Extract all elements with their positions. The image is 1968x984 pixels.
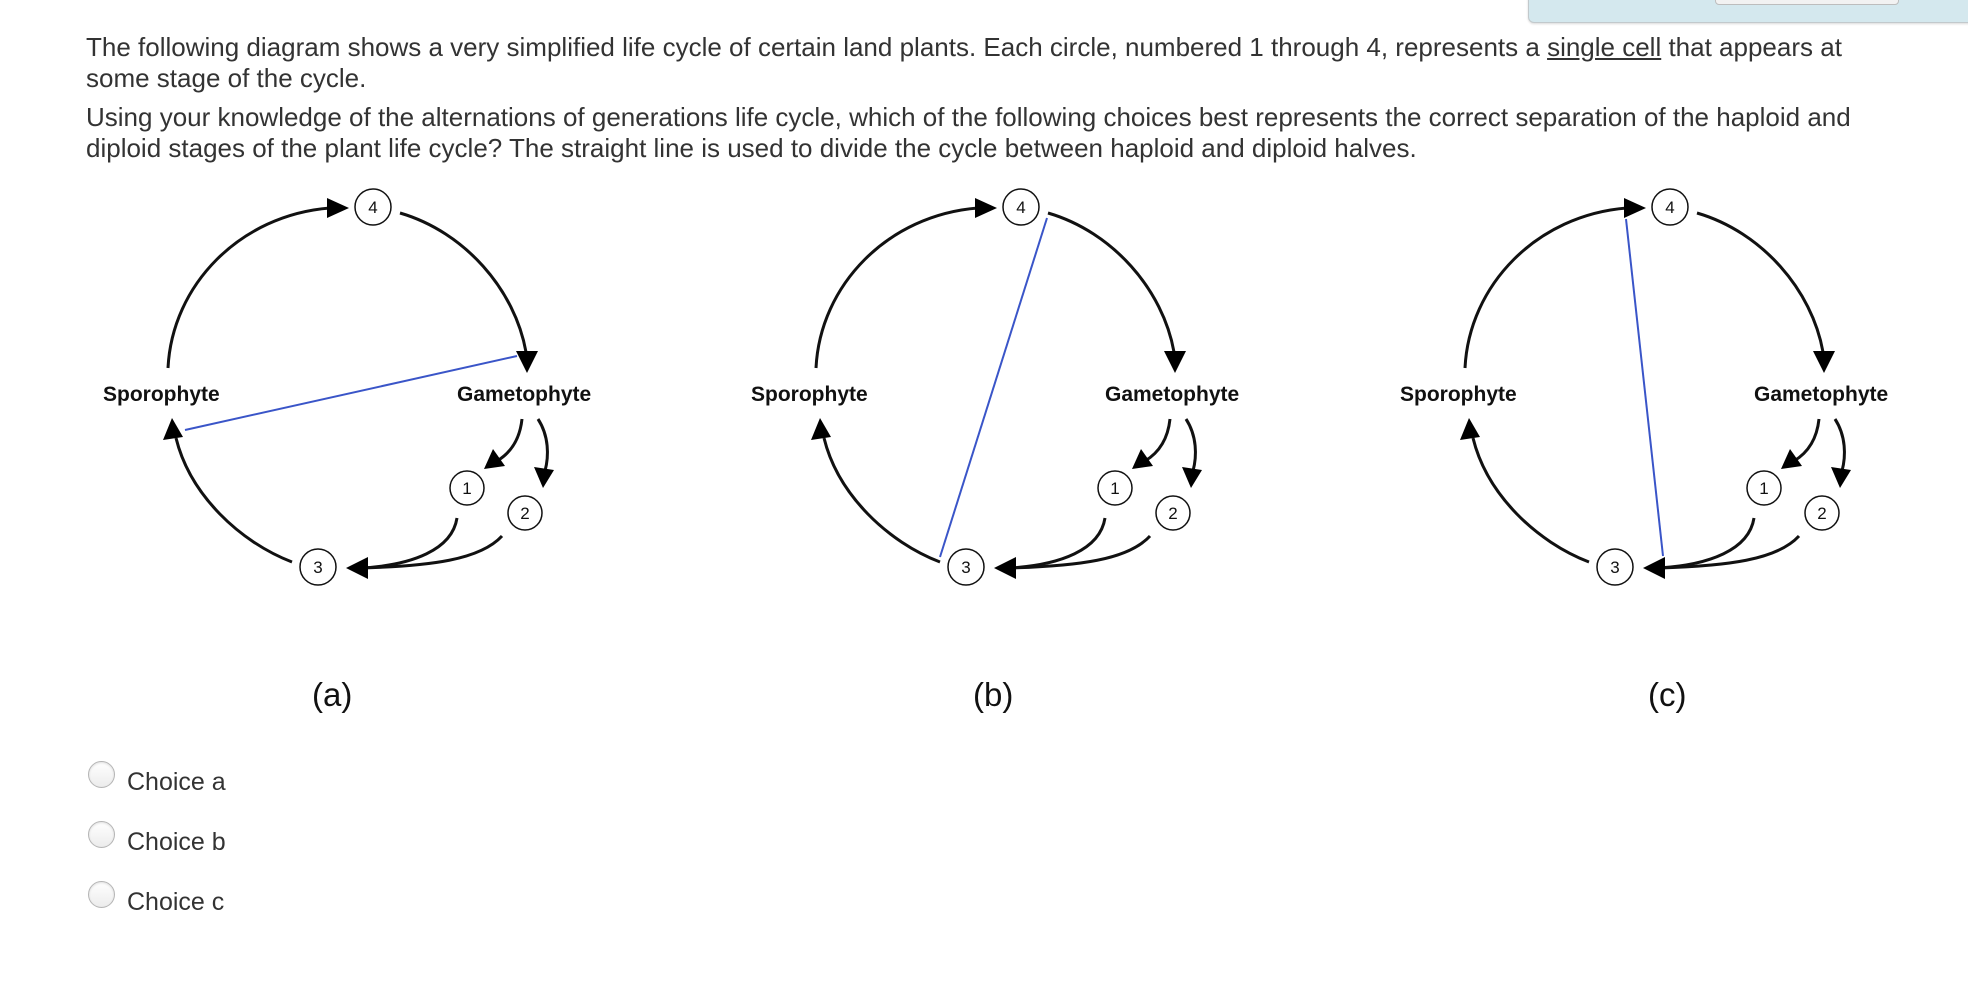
cell-2-label: 2 [1817,504,1827,523]
cell-4-label: 4 [1665,198,1675,217]
cell-1-label: 1 [1759,479,1769,498]
cell-3-label: 3 [313,558,323,577]
panel-label-b: (b) [973,676,1014,713]
choice-c-label[interactable]: Choice c [127,887,225,916]
question-paragraph-2: Using your knowledge of the alternations of generations life cycle, which of the following choices best represents the correct separation of the haploid and diploid stages of the plant life cycle? The straight line is used to divide the cycle between haploid and diploid halves. [86,102,1851,163]
diagram-panel-b [751,189,1239,585]
cell-1-label: 1 [462,479,472,498]
radio-button-c[interactable] [88,881,115,908]
choice-b-label[interactable]: Choice b [127,827,226,856]
choice-a-label[interactable]: Choice a [127,767,226,796]
choice-c[interactable] [88,868,226,928]
cell-3-label: 3 [1610,558,1620,577]
panel-label-a: (a) [312,676,353,713]
cell-1-label: 1 [1110,479,1120,498]
sporophyte-label: Sporophyte [103,383,220,406]
choice-b[interactable] [88,808,226,868]
answer-choices [88,748,226,928]
gametophyte-label: Gametophyte [1105,383,1240,406]
sporophyte-label: Sporophyte [751,383,868,406]
paragraph-1-text: The following diagram shows a very simplified life cycle of certain land plants. Each circle, numbered 1 through 4, represents a [86,32,1548,62]
gametophyte-label: Gametophyte [457,383,592,406]
sporophyte-label: Sporophyte [1400,383,1517,406]
cell-3-label: 3 [961,558,971,577]
cell-4-label: 4 [368,198,378,217]
cell-4-label: 4 [1016,198,1026,217]
radio-button-a[interactable] [88,761,115,788]
radio-button-b[interactable] [88,821,115,848]
panel-label-c: (c) [1648,676,1687,713]
paragraph-1-text-end: that appears at some stage of the cycle. [86,32,1842,93]
diagram-panel-a [103,189,591,585]
divider-line-c [1626,219,1663,556]
emphasis-single-cell: single cell [1547,32,1662,62]
gametophyte-label: Gametophyte [1754,383,1889,406]
cell-2-label: 2 [1168,504,1178,523]
choice-a[interactable] [88,748,226,808]
diagram-panel-c [1400,189,1888,585]
divider-line-b [940,218,1047,557]
cell-2-label: 2 [520,504,530,523]
